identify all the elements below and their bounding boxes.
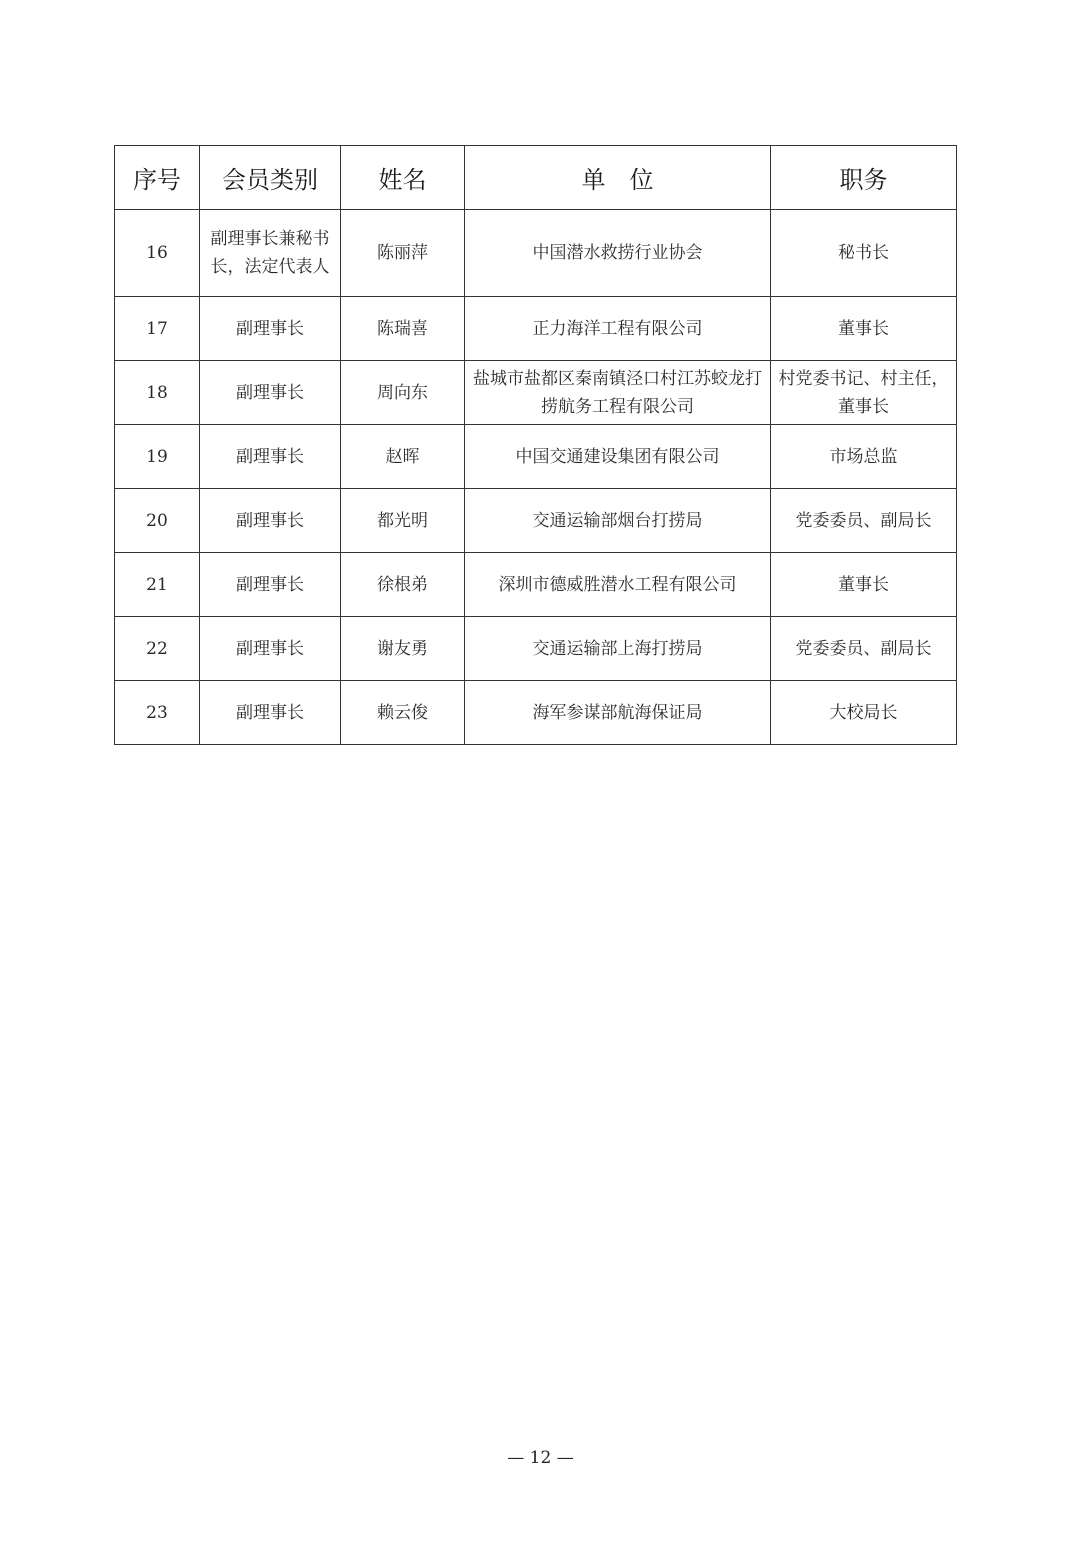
header-name: 姓名 [341, 146, 465, 210]
cell-name: 谢友勇 [341, 617, 465, 681]
cell-seq: 16 [115, 210, 200, 297]
cell-position: 村党委书记、村主任，董事长 [771, 361, 957, 425]
header-unit: 单 位 [465, 146, 771, 210]
table-row [115, 617, 957, 681]
cell-seq: 18 [115, 361, 200, 425]
table-row [115, 361, 957, 425]
cell-unit: 盐城市盐都区秦南镇泾口村江苏蛟龙打捞航务工程有限公司 [465, 361, 771, 425]
cell-seq: 21 [115, 553, 200, 617]
header-category: 会员类别 [200, 146, 341, 210]
cell-seq: 17 [115, 297, 200, 361]
cell-unit: 中国交通建设集团有限公司 [465, 425, 771, 489]
cell-name: 徐根弟 [341, 553, 465, 617]
member-table [114, 145, 957, 745]
cell-seq: 20 [115, 489, 200, 553]
cell-name: 陈瑞喜 [341, 297, 465, 361]
cell-position: 大校局长 [771, 681, 957, 745]
table-header-row [115, 146, 957, 210]
page-number: — 12 — [507, 1448, 574, 1468]
cell-category: 副理事长 [200, 361, 341, 425]
cell-seq: 23 [115, 681, 200, 745]
cell-unit: 交通运输部烟台打捞局 [465, 489, 771, 553]
cell-position: 市场总监 [771, 425, 957, 489]
cell-category: 副理事长 [200, 297, 341, 361]
table-row [115, 489, 957, 553]
cell-category: 副理事长兼秘书长，法定代表人 [200, 210, 341, 297]
table-row [115, 681, 957, 745]
cell-name: 陈丽萍 [341, 210, 465, 297]
cell-position: 秘书长 [771, 210, 957, 297]
cell-unit: 深圳市德威胜潜水工程有限公司 [465, 553, 771, 617]
cell-name: 都光明 [341, 489, 465, 553]
cell-seq: 22 [115, 617, 200, 681]
header-seq: 序号 [115, 146, 200, 210]
cell-unit: 正力海洋工程有限公司 [465, 297, 771, 361]
cell-position: 董事长 [771, 553, 957, 617]
cell-name: 赖云俊 [341, 681, 465, 745]
cell-name: 赵晖 [341, 425, 465, 489]
cell-unit: 中国潜水救捞行业协会 [465, 210, 771, 297]
cell-category: 副理事长 [200, 617, 341, 681]
table-row [115, 425, 957, 489]
table-row [115, 297, 957, 361]
cell-seq: 19 [115, 425, 200, 489]
cell-category: 副理事长 [200, 489, 341, 553]
header-position: 职务 [771, 146, 957, 210]
cell-position: 党委委员、副局长 [771, 617, 957, 681]
table-row [115, 553, 957, 617]
cell-category: 副理事长 [200, 553, 341, 617]
cell-name: 周向东 [341, 361, 465, 425]
cell-unit: 海军参谋部航海保证局 [465, 681, 771, 745]
cell-category: 副理事长 [200, 681, 341, 745]
cell-category: 副理事长 [200, 425, 341, 489]
cell-unit: 交通运输部上海打捞局 [465, 617, 771, 681]
cell-position: 党委委员、副局长 [771, 489, 957, 553]
cell-position: 董事长 [771, 297, 957, 361]
table-row [115, 210, 957, 297]
